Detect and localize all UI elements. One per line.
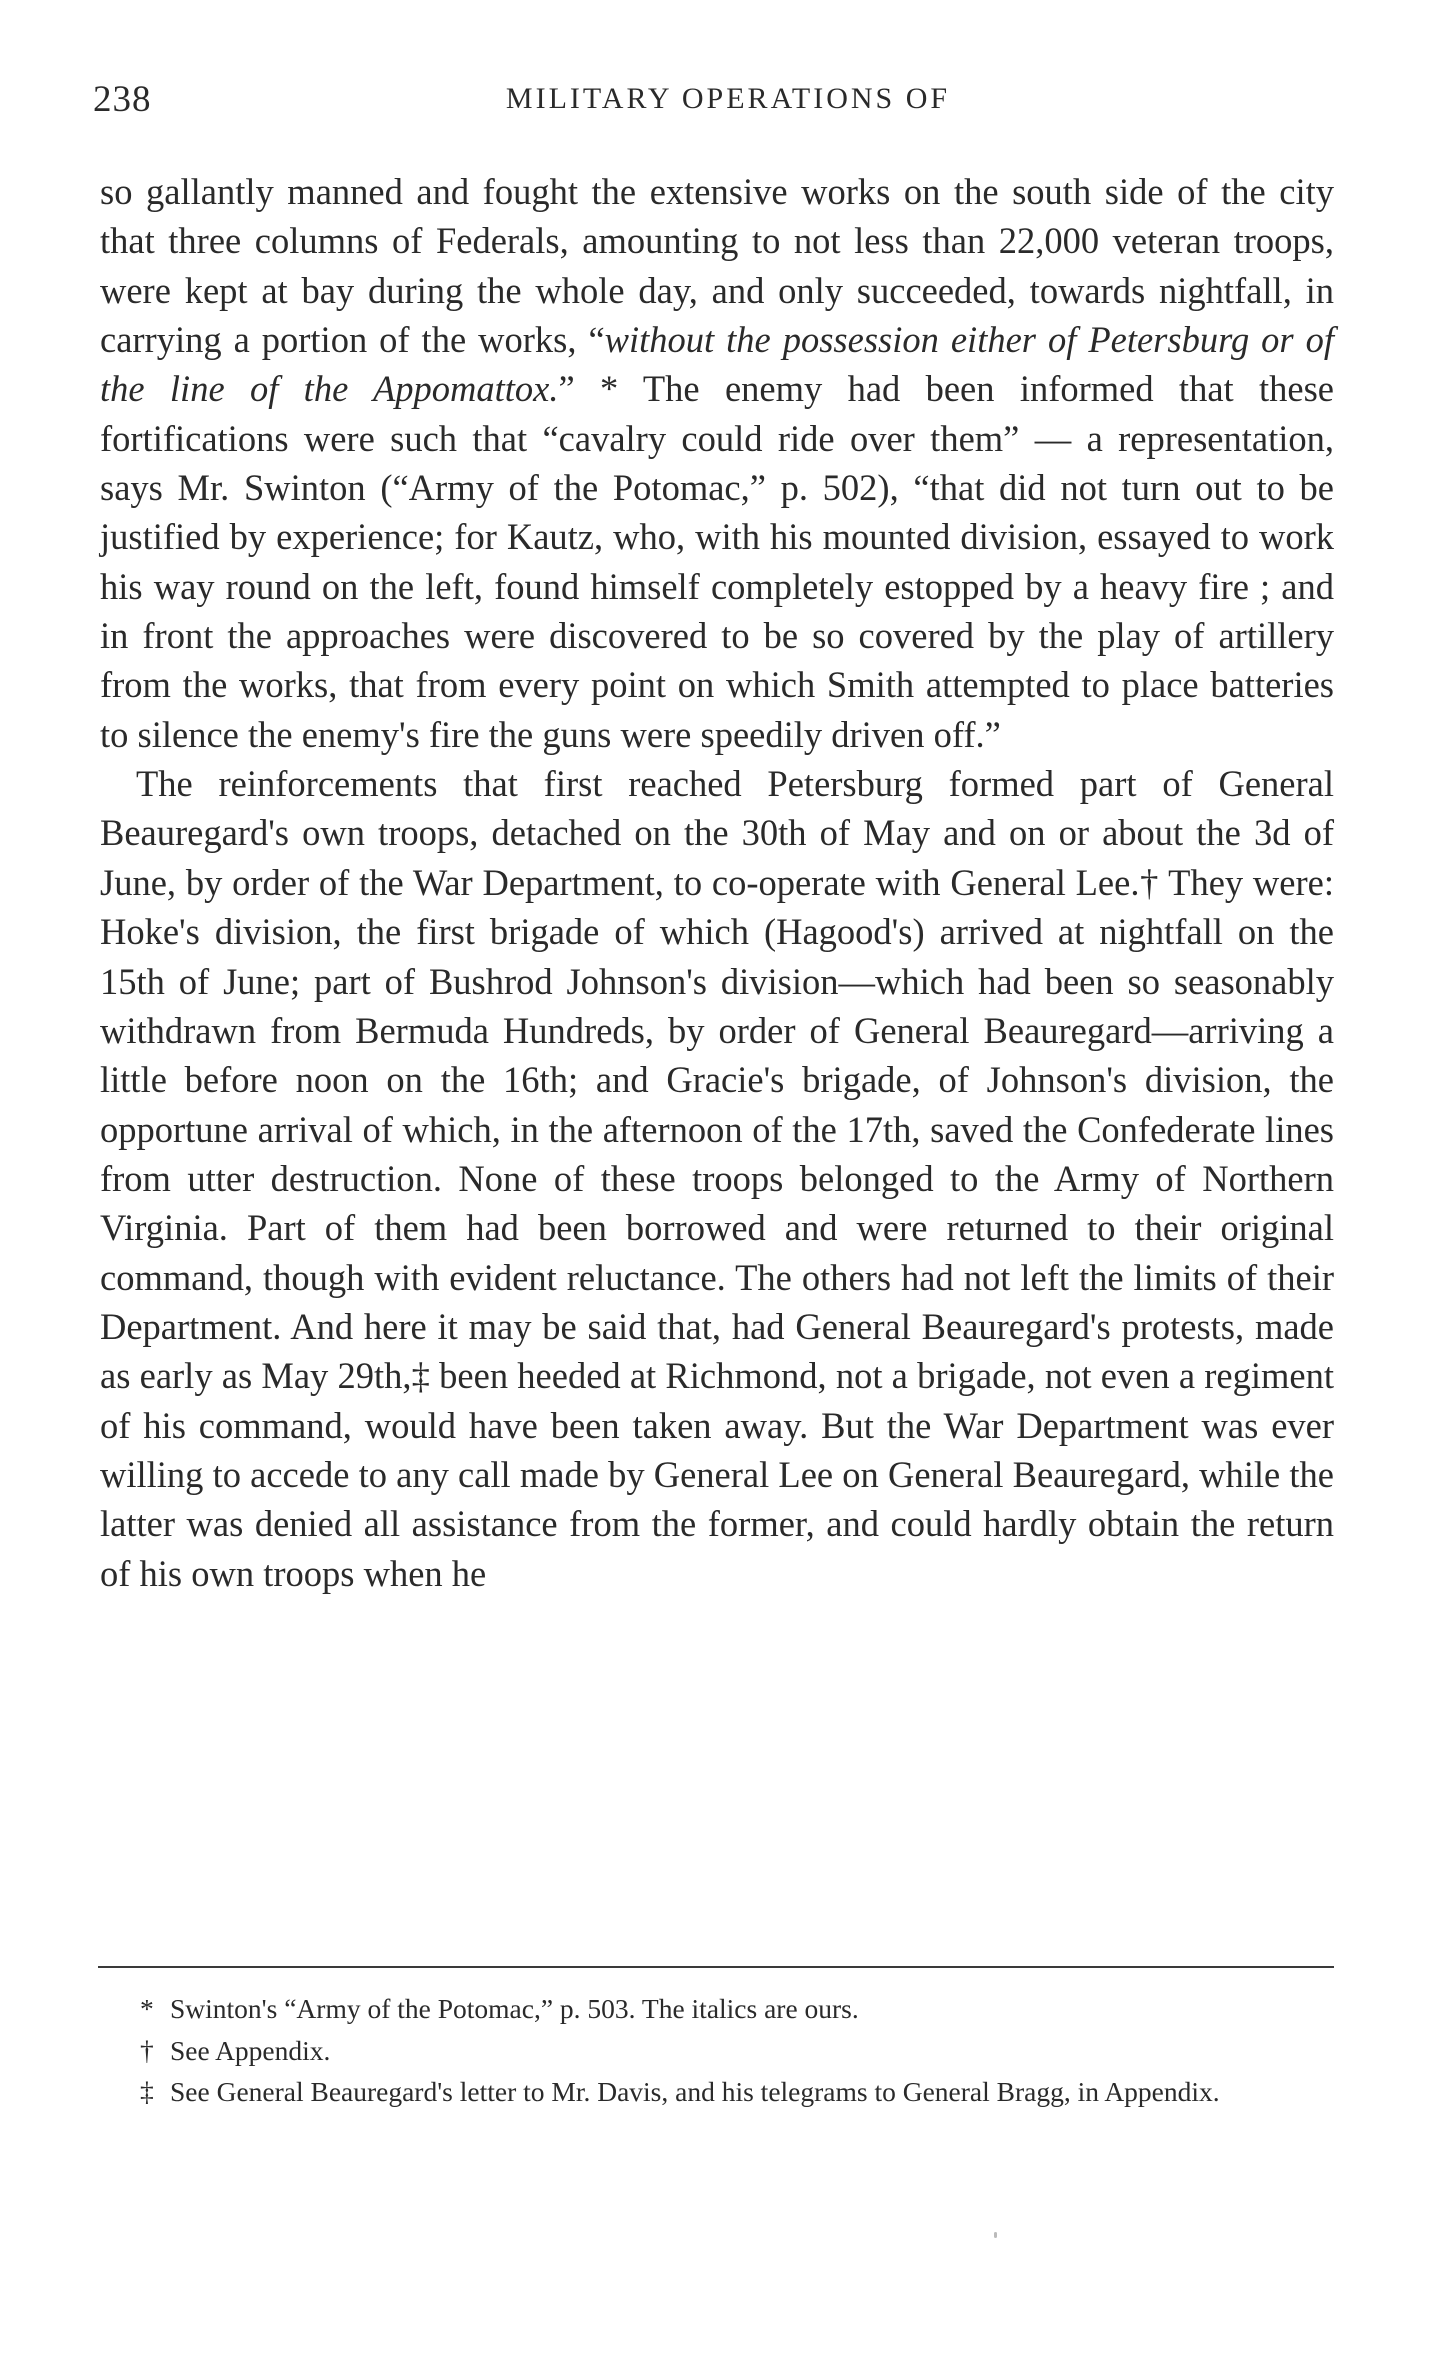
footnote-1 <box>100 1990 1334 2029</box>
paragraph-1 <box>100 167 1334 759</box>
ink-speck <box>994 2232 997 2238</box>
footnote-text: See Appendix. <box>170 2034 331 2066</box>
footnote-mark: ‡ <box>140 2076 154 2107</box>
footnote-text: Swinton's “Army of the Potomac,” p. 503. The italics are ours. <box>170 1993 859 2024</box>
footnote-3 <box>100 2073 1334 2112</box>
italic-quotation: without the possession either of Petersburg or of the line of the Appomattox. <box>100 319 1334 410</box>
main-text <box>100 167 1334 1598</box>
footnote-divider <box>98 1966 1334 1968</box>
footnotes <box>100 1990 1334 2115</box>
page-number: 238 <box>93 79 152 120</box>
footnote-mark: * <box>140 1993 154 2024</box>
footnote-mark: † <box>140 2034 154 2066</box>
footnote-text: See General Beauregard's letter to Mr. Davis, and his telegrams to General Bragg, in Appendix. <box>170 2076 1220 2107</box>
running-title: MILITARY OPERATIONS OF <box>505 82 951 115</box>
footnote-2 <box>100 2032 1334 2071</box>
paragraph-1-start: so gallantly manned and fought the extensive works on the south side of the city that three columns of Federals, amounting to not less than 22,000 veteran troops, were kept at bay during the whole day, and only succeeded, towards nightfall, in carrying a portion of the works, “ <box>100 171 1334 361</box>
paragraph-1-end: ” * The enemy had been informed that these fortifications were such that “cavalry could ride over them” — a representation, says Mr. Swinton (“Army of the Potomac,” p. 502), “that did not turn out to be justified by experience; for Kautz, who, with his mounted division, essayed to work his way round on the left, found himself completely estopped by a heavy fire ; and in front the approaches were discovered to be so covered by the play of artillery from the works, that from every point on which Smith attempted to place batteries to silence the enemy's fire the guns were speedily driven off.” <box>100 368 1334 755</box>
paragraph-2: The reinforcements that first reached Petersburg formed part of General Beauregard's own troops, detached on the 30th of May and on or about the 3d of June, by order of the War Department, to co-operate with General Lee.† They were: Hoke's division, the first brigade of which (Hagood's) arrived at nightfall on the 15th of June; part of Bushrod Johnson's division—which had been so seasonably withdrawn from Bermuda Hundreds, by order of General Beauregard—arriving a little before noon on the 16th; and Gracie's brigade, of Johnson's division, the opportune arrival of which, in the afternoon of the 17th, saved the Confederate lines from utter destruction. None of these troops belonged to the Army of Northern Virginia. Part of them had been borrowed and were returned to their original command, though with evident reluctance. The others had not left the limits of their Department. And here it may be said that, had General Beauregard's protests, made as early as May 29th,‡ been heeded at Richmond, not a brigade, not even a regiment of his command, would have been taken away. But the War Department was ever willing to accede to any call made by General Lee on General Beauregard, while the latter was denied all assistance from the former, and could hardly obtain the return of his own troops when he <box>100 763 1334 1594</box>
page-header <box>93 78 1343 138</box>
